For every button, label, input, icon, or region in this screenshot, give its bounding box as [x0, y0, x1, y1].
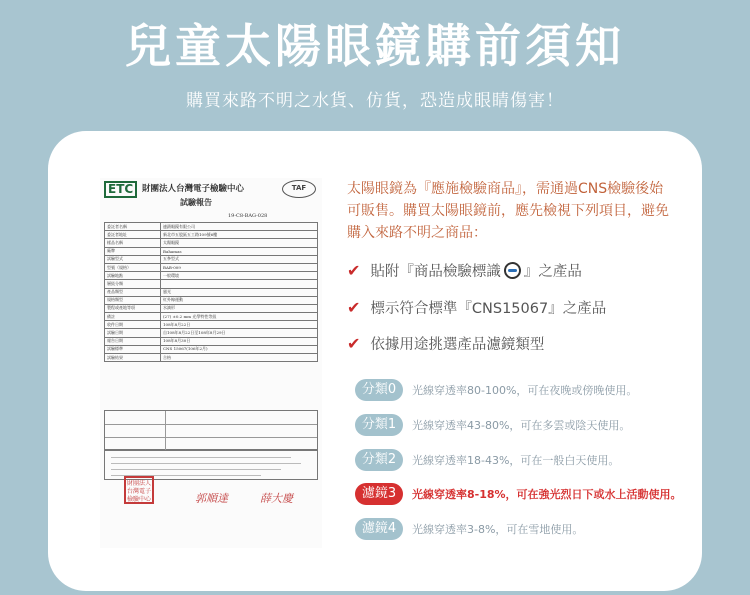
etc-logo: ETC [104, 181, 137, 198]
report-table-row [105, 223, 318, 231]
filter-category-badge: 濾鏡4 [355, 518, 403, 540]
filter-row [355, 379, 637, 401]
report-table-row [105, 280, 318, 288]
report-field-value: CNS 15067(106年2月) [161, 345, 318, 353]
report-field-value: 108年8月22日 [161, 321, 318, 329]
filter-description: 光線穿透率18-43%，可在一般白天使用。 [412, 454, 620, 467]
report-field-value: Bahamas [161, 247, 318, 255]
report-table-row [105, 272, 318, 280]
filter-row [355, 449, 619, 471]
page-title: 兒童太陽眼鏡購前須知 [125, 19, 625, 73]
filter-category-badge: 分類1 [355, 414, 403, 436]
report-table-row [105, 263, 318, 271]
report-table [104, 222, 318, 362]
report-field-label: 製程或產地等項 [105, 304, 161, 312]
report-field-label: 收件日期 [105, 321, 161, 329]
report-table-row [105, 313, 318, 321]
report-field-value: (27) ±0.2 mm 光學特性等級 [161, 313, 318, 321]
report-field-value: 風光 [161, 288, 318, 296]
inspection-mark-icon [504, 262, 521, 279]
report-field-label: 產品類型 [105, 288, 161, 296]
filter-category-badge: 分類2 [355, 449, 403, 471]
signature-1: 郭順達 [195, 492, 228, 505]
report-table-row [105, 304, 318, 312]
report-table-row [105, 247, 318, 255]
report-table-row [105, 337, 318, 345]
report-field-label: 廠牌 [105, 247, 161, 255]
filter-row [355, 414, 630, 436]
filter-description: 光線穿透率43-80%，可在多雲或陰天使用。 [412, 419, 631, 432]
intro-text: 太陽眼鏡為『應施檢驗商品』，需通過CNS檢驗後始可販售。購買太陽眼鏡前，應先檢視下列項目，避免購入來路不明之商品： [347, 181, 669, 241]
report-organization: 財團法人台灣電子檢驗中心 [142, 184, 245, 194]
filter-description: 光線穿透率80-100%，可在夜晚或傍晚使用。 [412, 384, 638, 397]
page-subtitle: 購買來路不明之水貨、仿貨，恐造成眼睛傷害！ [186, 91, 564, 111]
report-field-label: 試驗日期 [105, 329, 161, 337]
report-field-value [161, 280, 318, 288]
report-table-row [105, 321, 318, 329]
report-table-row [105, 231, 318, 239]
check-icon: ✔ [347, 261, 361, 280]
taf-logo: TAF [282, 180, 316, 198]
check-item-filter-type: ✔ 依據用途挑選產品濾鏡類型 [347, 334, 545, 353]
report-table-row [105, 354, 318, 362]
report-table-row [105, 345, 318, 353]
filter-description: 光線穿透率8-18%，可在強光烈日下或水上活動使用。 [412, 488, 682, 501]
report-field-value: 水滴形 [161, 304, 318, 312]
report-section-block [104, 410, 318, 450]
check-icon: ✔ [347, 334, 361, 353]
report-title: 試驗報告 [180, 197, 212, 207]
filter-category-badge: 分類0 [355, 379, 403, 401]
report-field-value: 自108年8月22日至108年8月29日 [161, 329, 318, 337]
report-field-value: BAB-009 [161, 263, 318, 271]
filter-category-badge: 濾鏡3 [355, 483, 403, 505]
report-field-label: 備註 [105, 313, 161, 321]
report-field-label: 試驗標準 [105, 345, 161, 353]
report-table-row [105, 255, 318, 263]
report-field-label: 型號（規格） [105, 263, 161, 271]
report-field-value: 合格 [161, 354, 318, 362]
report-field-label: 試驗結果 [105, 354, 161, 362]
report-field-label: 報告日期 [105, 337, 161, 345]
report-table-row [105, 239, 318, 247]
report-field-label: 委託者名稱 [105, 223, 161, 231]
report-field-value: 五參型式 [161, 255, 318, 263]
report-field-label: 規格類型 [105, 296, 161, 304]
check-item-label: ✔ 貼附『商品檢驗標識 』之產品 [347, 261, 582, 280]
report-field-label: 層級分類 [105, 280, 161, 288]
test-report-document [100, 178, 322, 548]
report-field-value: 連鎖眼鏡有限公司 [161, 223, 318, 231]
report-table-row [105, 288, 318, 296]
report-field-value: 紅外線運動 [161, 296, 318, 304]
report-field-label: 樣品名稱 [105, 239, 161, 247]
official-seal: 財團法人台灣電子檢驗中心 [124, 476, 154, 504]
report-field-value: 新北市五股區五工路109號6樓 [161, 231, 318, 239]
report-table-row [105, 329, 318, 337]
report-field-value: 太陽眼鏡 [161, 239, 318, 247]
report-table-row [105, 296, 318, 304]
report-field-value: 一般環境 [161, 272, 318, 280]
filter-row-highlight [355, 483, 682, 505]
check-item-standard: ✔ 標示符合標準『CNS15067』之產品 [347, 298, 607, 317]
report-field-label: 試驗型式 [105, 255, 161, 263]
filter-row [355, 518, 583, 540]
signature-2: 薛大慶 [260, 492, 293, 505]
report-field-value: 108年8月30日 [161, 337, 318, 345]
filter-description: 光線穿透率3-8%，可在雪地使用。 [412, 523, 584, 536]
report-field-label: 試驗地點 [105, 272, 161, 280]
report-field-label: 委託者地址 [105, 231, 161, 239]
report-number: 19-C8-BAG-028 [228, 213, 268, 219]
check-icon: ✔ [347, 298, 361, 317]
